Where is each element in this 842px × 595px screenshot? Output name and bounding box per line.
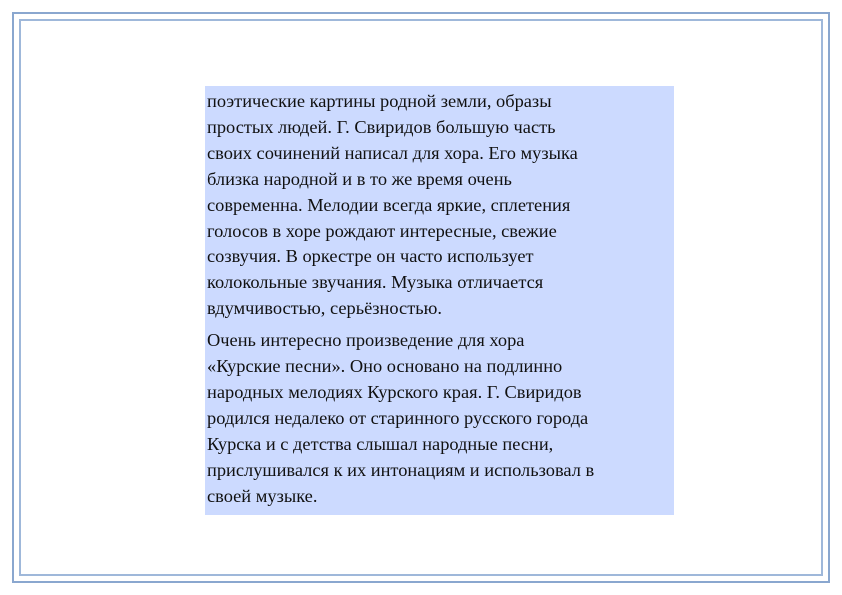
- paragraph-1: поэтические картины родной земли, образы простых людей. Г. Свиридов большую часть своих сочинений написал для хора. Его музыка близка народной и в то же время очень современна. Мелодии всегда яркие, сплетения голосов в хоре рождают интересные, свежие созвучия. В оркестре он часто использует колокольные звучания. Музыка отличается вдумчивостью, серьёзностью.: [207, 91, 578, 319]
- paragraph-2: Очень интересно произведение для хора «Курские песни». Оно основано на подлинно народных мелодиях Курского края. Г. Свиридов родился недалеко от старинного русского города Курска и с детства слышал народные песни, прислушивался к их интонациям и использовал в своей музыке.: [207, 330, 595, 506]
- text-box: [205, 86, 674, 515]
